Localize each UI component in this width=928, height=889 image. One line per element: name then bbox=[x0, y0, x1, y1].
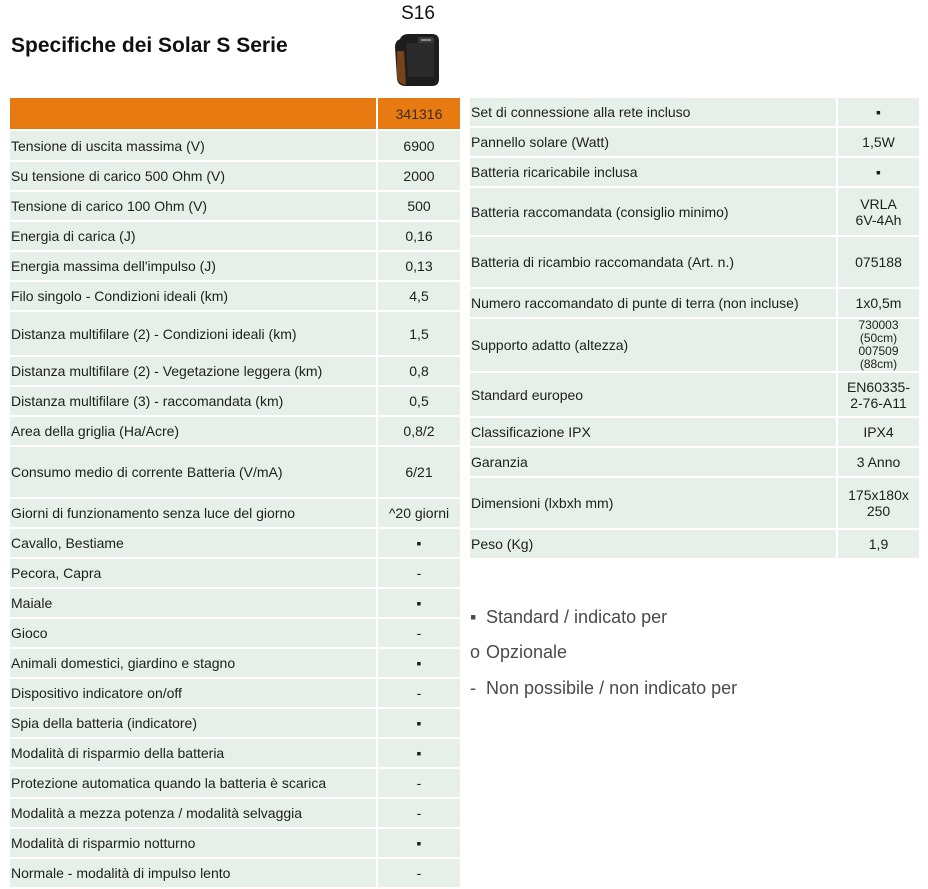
spec-label: Tensione di carico 100 Ohm (V) bbox=[10, 192, 376, 220]
spec-value: - bbox=[376, 619, 460, 647]
table-row bbox=[470, 373, 919, 416]
table-row bbox=[10, 589, 460, 617]
table-row bbox=[10, 709, 460, 737]
table-row bbox=[10, 649, 460, 677]
spec-value: ^20 giorni bbox=[376, 499, 460, 527]
table-row bbox=[470, 188, 919, 235]
spec-value: ▪ bbox=[376, 829, 460, 857]
legend-text: Standard / indicato per bbox=[486, 607, 668, 627]
table-row bbox=[470, 98, 919, 126]
spec-value: IPX4 bbox=[836, 418, 919, 446]
legend-symbol: - bbox=[470, 678, 476, 698]
spec-label: Supporto adatto (altezza) bbox=[470, 319, 836, 371]
spec-value: 6/21 bbox=[376, 447, 460, 497]
table-row bbox=[10, 529, 460, 557]
spec-label: Peso (Kg) bbox=[470, 530, 836, 558]
spec-value: - bbox=[376, 559, 460, 587]
legend-item bbox=[470, 678, 737, 699]
table-row bbox=[10, 799, 460, 827]
spec-label: Modalità a mezza potenza / modalità selvaggia bbox=[10, 799, 376, 827]
spec-value: - bbox=[376, 799, 460, 827]
table-row bbox=[10, 387, 460, 415]
spec-value: - bbox=[376, 679, 460, 707]
table-row bbox=[10, 619, 460, 647]
spec-label: Batteria raccomandata (consiglio minimo) bbox=[470, 188, 836, 235]
spec-value: - bbox=[376, 769, 460, 797]
table-row bbox=[470, 289, 919, 317]
spec-value: 4,5 bbox=[376, 282, 460, 310]
page-title: Specifiche dei Solar S Serie bbox=[11, 34, 288, 57]
spec-value: ▪ bbox=[836, 158, 919, 186]
table-row bbox=[10, 192, 460, 220]
spec-value: ▪ bbox=[376, 529, 460, 557]
table-row bbox=[470, 237, 919, 287]
spec-label: Filo singolo - Condizioni ideali (km) bbox=[10, 282, 376, 310]
spec-value: 2000 bbox=[376, 162, 460, 190]
spec-label: Distanza multifilare (2) - Vegetazione leggera (km) bbox=[10, 357, 376, 385]
spec-label: Gioco bbox=[10, 619, 376, 647]
spec-value: 0,8 bbox=[376, 357, 460, 385]
spec-value: VRLA 6V-4Ah bbox=[836, 188, 919, 235]
table-row bbox=[10, 417, 460, 445]
spec-value: 3 Anno bbox=[836, 448, 919, 476]
spec-value: 1,5 bbox=[376, 312, 460, 355]
spec-value: 0,13 bbox=[376, 252, 460, 280]
table-header-row bbox=[10, 98, 460, 129]
table-row bbox=[10, 859, 460, 887]
spec-label: Cavallo, Bestiame bbox=[10, 529, 376, 557]
spec-value: 1x0,5m bbox=[836, 289, 919, 317]
table-row bbox=[470, 319, 919, 371]
spec-value: 075188 bbox=[836, 237, 919, 287]
spec-label: Distanza multifilare (2) - Condizioni ideali (km) bbox=[10, 312, 376, 355]
table-row bbox=[10, 162, 460, 190]
spec-value: 1,9 bbox=[836, 530, 919, 558]
spec-label: Batteria di ricambio raccomandata (Art. n.) bbox=[470, 237, 836, 287]
table-row bbox=[470, 530, 919, 558]
table-row bbox=[470, 128, 919, 156]
table-row bbox=[10, 222, 460, 250]
spec-value: 0,8/2 bbox=[376, 417, 460, 445]
spec-label: Dimensioni (lxbxh mm) bbox=[470, 478, 836, 528]
model-label: S16 bbox=[401, 3, 435, 24]
table-row bbox=[10, 357, 460, 385]
table-row bbox=[10, 447, 460, 497]
spec-label: Modalità di risparmio della batteria bbox=[10, 739, 376, 767]
legend-text: Non possibile / non indicato per bbox=[486, 678, 738, 698]
spec-label: Numero raccomandato di punte di terra (non incluse) bbox=[470, 289, 836, 317]
spec-value: ▪ bbox=[836, 98, 919, 126]
energizer-product-image bbox=[392, 31, 442, 89]
table-row bbox=[470, 158, 919, 186]
spec-label: Standard europeo bbox=[470, 373, 836, 416]
table-row bbox=[470, 448, 919, 476]
spec-label: Protezione automatica quando la batteria è scarica bbox=[10, 769, 376, 797]
spec-label: Spia della batteria (indicatore) bbox=[10, 709, 376, 737]
spec-label: Giorni di funzionamento senza luce del giorno bbox=[10, 499, 376, 527]
table-row bbox=[10, 769, 460, 797]
table-row bbox=[10, 679, 460, 707]
table-row bbox=[10, 312, 460, 355]
spec-label: Tensione di uscita massima (V) bbox=[10, 131, 376, 160]
spec-value: 0,5 bbox=[376, 387, 460, 415]
spec-label: Classificazione IPX bbox=[470, 418, 836, 446]
spec-label: Distanza multifilare (3) - raccomandata (km) bbox=[10, 387, 376, 415]
spec-label: Maiale bbox=[10, 589, 376, 617]
spec-value: 0,16 bbox=[376, 222, 460, 250]
spec-label: Pannello solare (Watt) bbox=[470, 128, 836, 156]
spec-label: Pecora, Capra bbox=[10, 559, 376, 587]
left-spec-table bbox=[10, 96, 460, 889]
legend-symbol: o bbox=[470, 642, 481, 662]
article-number: 341316 bbox=[376, 98, 460, 129]
spec-value: 500 bbox=[376, 192, 460, 220]
spec-value: EN60335- 2-76-A11 bbox=[836, 373, 919, 416]
spec-value: 1,5W bbox=[836, 128, 919, 156]
spec-value: 6900 bbox=[376, 131, 460, 160]
spec-label: Energia di carica (J) bbox=[10, 222, 376, 250]
legend-item bbox=[470, 607, 667, 628]
table-row bbox=[10, 131, 460, 160]
legend-symbol: ▪ bbox=[470, 607, 477, 627]
table-row bbox=[10, 252, 460, 280]
spec-label: Batteria ricaricabile inclusa bbox=[470, 158, 836, 186]
spec-value: ▪ bbox=[376, 739, 460, 767]
spec-value: 175x180x 250 bbox=[836, 478, 919, 528]
spec-label: Energia massima dell'impulso (J) bbox=[10, 252, 376, 280]
spec-label: Set di connessione alla rete incluso bbox=[470, 98, 836, 126]
spec-value: ▪ bbox=[376, 649, 460, 677]
spec-value: ▪ bbox=[376, 709, 460, 737]
spec-value: ▪ bbox=[376, 589, 460, 617]
table-row bbox=[10, 282, 460, 310]
table-row bbox=[10, 499, 460, 527]
spec-label: Garanzia bbox=[470, 448, 836, 476]
spec-label: Consumo medio di corrente Batteria (V/mA) bbox=[10, 447, 376, 497]
spec-label: Su tensione di carico 500 Ohm (V) bbox=[10, 162, 376, 190]
spec-value: 730003 (50cm) 007509 (88cm) bbox=[836, 319, 919, 371]
spec-label: Normale - modalità di impulso lento bbox=[10, 859, 376, 887]
table-row bbox=[470, 418, 919, 446]
right-spec-table bbox=[470, 96, 919, 560]
table-row bbox=[470, 478, 919, 528]
header-label-cell bbox=[10, 98, 376, 129]
legend-item bbox=[470, 642, 567, 663]
spec-label: Modalità di risparmio notturno bbox=[10, 829, 376, 857]
spec-label: Area della griglia (Ha/Acre) bbox=[10, 417, 376, 445]
legend-text: Opzionale bbox=[486, 642, 568, 662]
table-row bbox=[10, 559, 460, 587]
spec-value: - bbox=[376, 859, 460, 887]
table-row bbox=[10, 829, 460, 857]
table-row bbox=[10, 739, 460, 767]
spec-label: Animali domestici, giardino e stagno bbox=[10, 649, 376, 677]
spec-label: Dispositivo indicatore on/off bbox=[10, 679, 376, 707]
